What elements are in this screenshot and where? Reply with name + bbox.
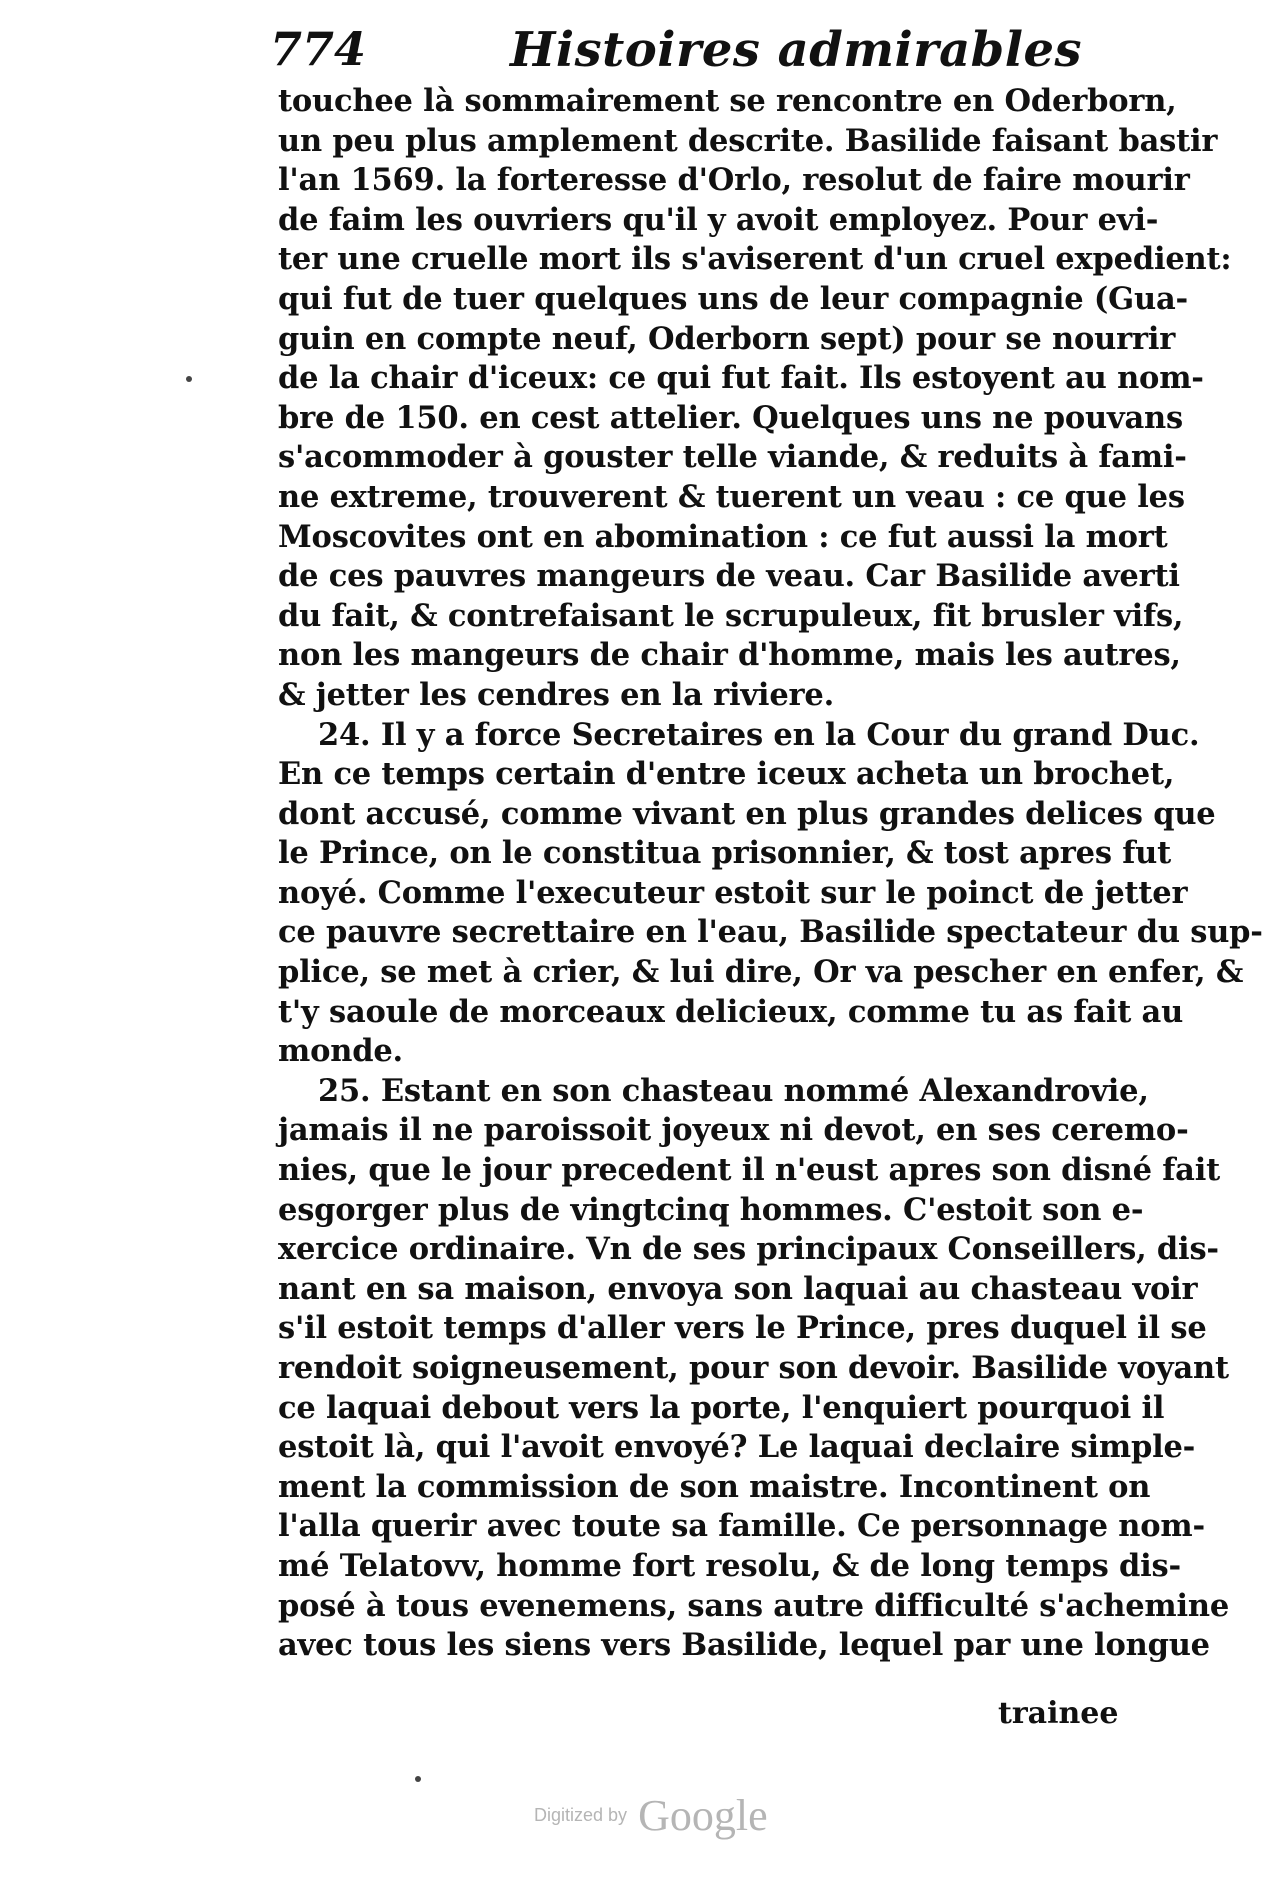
text-line: jamais il ne paroissoit joyeux ni devot, en ses ceremo- [278,1112,1189,1149]
text-line: dont accusé, comme vivant en plus grandes delices que [278,795,1216,832]
text-line: En ce temps certain d'entre iceux acheta un brochet, [278,756,1175,793]
text-line: monde. [278,1033,403,1070]
text-line: du fait, & contrefaisant le scrupuleux, fit brusler vifs, [278,597,1184,634]
text-line: xercice ordinaire. Vn de ses principaux Conseillers, dis- [278,1231,1219,1268]
text-line: non les mangeurs de chair d'homme, mais les autres, [278,637,1181,674]
text-line: bre de 150. en cest attelier. Quelques uns ne pouvans [278,399,1183,436]
text-line: qui fut de tuer quelques uns de leur compagnie (Gua- [278,280,1189,317]
text-line: le Prince, on le constitua prisonnier, & tost apres fut [278,835,1172,872]
text-line: Moscovites ont en abomination : ce fut aussi la mort [278,518,1168,555]
text-line: rendoit soigneusement, pour son devoir. Basilide voyant [278,1350,1229,1386]
text-line: s'acommoder à gouster telle viande, & reduits à fami- [278,439,1187,476]
page-number: 774 [270,22,367,76]
text-line: mé Telatovv, homme fort resolu, & de long temps dis- [278,1547,1181,1584]
text-line: ce laquai debout vers la porte, l'enquiert pourquoi il [278,1389,1165,1426]
text-line: de ces pauvres mangeurs de veau. Car Basilide averti [278,558,1180,595]
margin-mark [186,376,192,382]
digitized-watermark [534,1790,768,1840]
text-line: 25. Estant en son chasteau nommé Alexandrovie, [318,1072,1149,1109]
text-line: de la chair d'iceux: ce qui fut fait. Ils estoyent au nom- [278,360,1204,397]
text-line: & jetter les cendres en la riviere. [278,676,835,713]
text-line: ce pauvre secrettaire en l'eau, Basilide spectateur du sup- [278,914,1263,951]
text-line: noyé. Comme l'executeur estoit sur le poinct de jetter [278,874,1188,911]
text-line: ter une cruelle mort ils s'aviserent d'un cruel expedient: [278,241,1232,278]
text-line: nies, que le jour precedent il n'eust apres son disné fait [278,1152,1221,1189]
text-line: avec tous les siens vers Basilide, lequel par une longue [278,1627,1210,1664]
page-header [270,22,1130,82]
text-line: l'an 1569. la forteresse d'Orlo, resolut de faire mourir [278,162,1190,199]
body-text [278,82,1263,1666]
text-line: ment la commission de son maistre. Incontinent on [278,1468,1151,1505]
text-line: esgorger plus de vingtcinq hommes. C'estoit son e- [278,1191,1144,1228]
text-line: posé à tous evenemens, sans autre difficulté s'achemine [278,1587,1230,1624]
text-line: nant en sa maison, envoya son laquai au chasteau voir [278,1270,1198,1307]
text-line: plice, se met à crier, & lui dire, Or va pescher en enfer, & [278,954,1244,991]
text-line: guin en compte neuf, Oderborn sept) pour se nourrir [278,320,1176,357]
catchword: trainee [998,1696,1119,1731]
margin-mark [415,1776,421,1782]
text-line: de faim les ouvriers qu'il y avoit employez. Pour evi- [278,201,1159,238]
google-logo: Google [638,1791,768,1840]
text-line: un peu plus amplement descrite. Basilide faisant bastir [278,122,1218,159]
digitized-by-text: Digitized by [534,1805,628,1825]
text-line: s'il estoit temps d'aller vers le Prince, pres duquel il se [278,1310,1207,1347]
running-title: Histoires admirables [510,22,1083,78]
text-line: l'alla querir avec toute sa famille. Ce personnage nom- [278,1508,1205,1545]
text-line: 24. Il y a force Secretaires en la Cour du grand Duc. [318,716,1200,753]
text-line: touchee là sommairement se rencontre en Oderborn, [278,83,1177,119]
text-line: t'y saoule de morceaux delicieux, comme tu as fait au [278,993,1184,1030]
text-line: estoit là, qui l'avoit envoyé? Le laquai declaire simple- [278,1429,1196,1466]
text-line: ne extreme, trouverent & tuerent un veau : ce que les [278,478,1185,515]
